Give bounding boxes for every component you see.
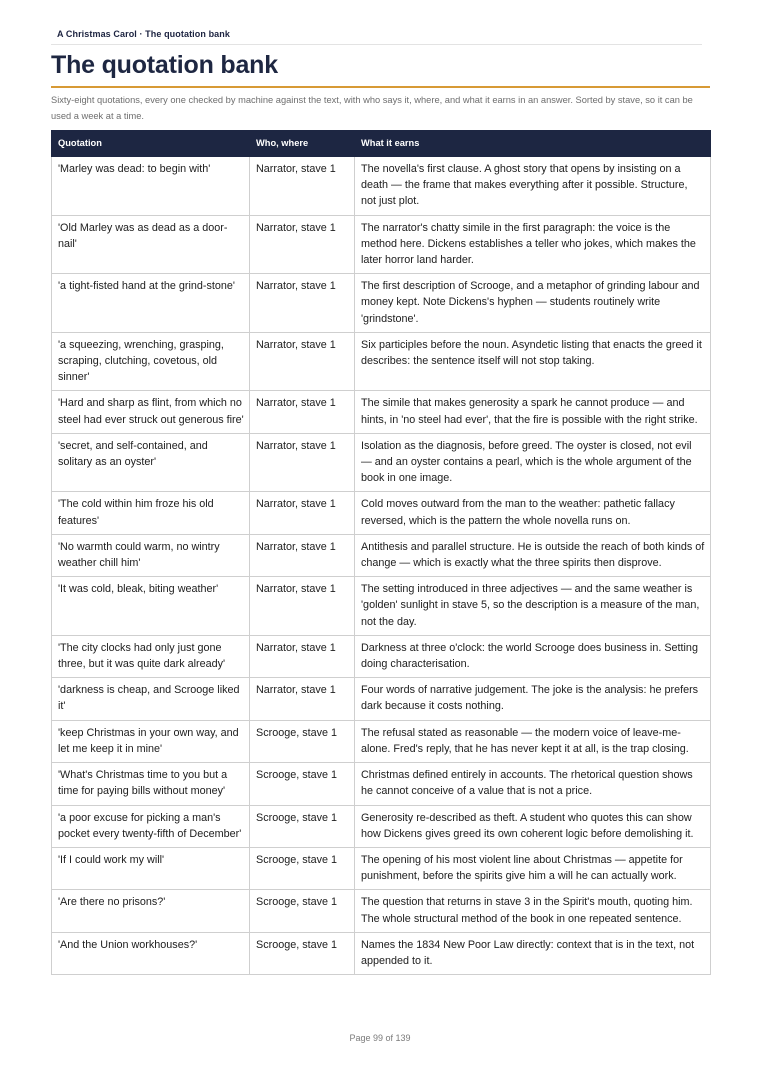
earns-cell: The narrator's chatty simile in the first paragraph: the voice is the method here. Dickens establishes a teller who jokes, which makes the later horror land harder. xyxy=(355,215,711,274)
table-row xyxy=(52,274,711,333)
title-underline xyxy=(51,86,710,88)
who-cell: Narrator, stave 1 xyxy=(250,635,355,677)
table-row xyxy=(52,332,711,391)
who-cell: Scrooge, stave 1 xyxy=(250,805,355,847)
page-number: Page 99 of 139 xyxy=(349,1033,411,1043)
table-row xyxy=(52,932,711,974)
earns-cell: Names the 1834 New Poor Law directly: context that is in the text, not appended to it. xyxy=(355,932,711,974)
who-cell: Scrooge, stave 1 xyxy=(250,890,355,932)
table-row xyxy=(52,678,711,720)
table-row xyxy=(52,720,711,762)
who-cell: Narrator, stave 1 xyxy=(250,492,355,534)
who-cell: Narrator, stave 1 xyxy=(250,433,355,492)
header-who-where: Who, where xyxy=(250,131,355,157)
quote-cell: 'The city clocks had only just gone three, but it was quite dark already' xyxy=(52,635,250,677)
who-cell: Scrooge, stave 1 xyxy=(250,763,355,805)
header-quotation: Quotation xyxy=(52,131,250,157)
running-head: A Christmas Carol · The quotation bank xyxy=(57,29,230,39)
who-cell: Narrator, stave 1 xyxy=(250,391,355,433)
quote-cell: 'keep Christmas in your own way, and let me keep it in mine' xyxy=(52,720,250,762)
who-cell: Scrooge, stave 1 xyxy=(250,720,355,762)
quote-cell: 'Are there no prisons?' xyxy=(52,890,250,932)
who-cell: Narrator, stave 1 xyxy=(250,274,355,333)
earns-cell: Generosity re-described as theft. A student who quotes this can show how Dickens gives greed its own coherent logic before demolishing it. xyxy=(355,805,711,847)
table-row xyxy=(52,157,711,216)
table-row xyxy=(52,577,711,636)
page-title: The quotation bank xyxy=(51,51,278,79)
quote-cell: 'Marley was dead: to begin with' xyxy=(52,157,250,216)
quote-cell: 'a poor excuse for picking a man's pocket every twenty-fifth of December' xyxy=(52,805,250,847)
earns-cell: Antithesis and parallel structure. He is outside the reach of both kinds of change — which is exactly what the three spirits then disprove. xyxy=(355,534,711,576)
earns-cell: The refusal stated as reasonable — the modern voice of leave-me-alone. Fred's reply, that he has never kept it at all, is the trap closing. xyxy=(355,720,711,762)
quote-cell: 'The cold within him froze his old features' xyxy=(52,492,250,534)
table-row xyxy=(52,215,711,274)
quote-cell: 'a squeezing, wrenching, grasping, scraping, clutching, covetous, old sinner' xyxy=(52,332,250,391)
quote-cell: 'And the Union workhouses?' xyxy=(52,932,250,974)
quote-cell: 'Old Marley was as dead as a door-nail' xyxy=(52,215,250,274)
table-header-row xyxy=(52,131,711,157)
earns-cell: Christmas defined entirely in accounts. The rhetorical question shows he cannot conceive of a value that is not a price. xyxy=(355,763,711,805)
table-row xyxy=(52,763,711,805)
earns-cell: The question that returns in stave 3 in the Spirit's mouth, quoting him. The whole structural method of the book in one repeated sentence. xyxy=(355,890,711,932)
earns-cell: Isolation as the diagnosis, before greed. The oyster is closed, not evil — and an oyster contains a pearl, which is the whole argument of the book in one image. xyxy=(355,433,711,492)
earns-cell: The setting introduced in three adjectives — and the same weather is 'golden' sunlight in stave 5, so the description is a measure of the man, not the day. xyxy=(355,577,711,636)
table-row xyxy=(52,391,711,433)
quotation-table xyxy=(51,130,711,975)
earns-cell: Darkness at three o'clock: the world Scrooge does business in. Setting doing characterisation. xyxy=(355,635,711,677)
quote-cell: 'If I could work my will' xyxy=(52,847,250,889)
quote-cell: 'darkness is cheap, and Scrooge liked it' xyxy=(52,678,250,720)
header-what-it-earns: What it earns xyxy=(355,131,711,157)
quote-cell: 'Hard and sharp as flint, from which no steel had ever struck out generous fire' xyxy=(52,391,250,433)
quote-cell: 'No warmth could warm, no wintry weather chill him' xyxy=(52,534,250,576)
who-cell: Scrooge, stave 1 xyxy=(250,932,355,974)
earns-cell: The simile that makes generosity a spark he cannot produce — and hints, in 'no steel had ever', that the fire is possible with the right strike. xyxy=(355,391,711,433)
table-row xyxy=(52,534,711,576)
who-cell: Narrator, stave 1 xyxy=(250,332,355,391)
earns-cell: Six participles before the noun. Asyndetic listing that enacts the greed it describes: the sentence itself will not stop taking. xyxy=(355,332,711,391)
table-row xyxy=(52,492,711,534)
table-row xyxy=(52,890,711,932)
header-divider xyxy=(51,44,702,45)
who-cell: Narrator, stave 1 xyxy=(250,678,355,720)
earns-cell: The novella's first clause. A ghost story that opens by insisting on a death — the frame that makes everything after it possible. Structure, not just plot. xyxy=(355,157,711,216)
who-cell: Narrator, stave 1 xyxy=(250,215,355,274)
quote-cell: 'a tight-fisted hand at the grind-stone' xyxy=(52,274,250,333)
earns-cell: Cold moves outward from the man to the weather: pathetic fallacy reversed, which is the pattern the whole novella runs on. xyxy=(355,492,711,534)
quote-cell: 'secret, and self-contained, and solitary as an oyster' xyxy=(52,433,250,492)
earns-cell: Four words of narrative judgement. The joke is the analysis: he prefers dark because it costs nothing. xyxy=(355,678,711,720)
who-cell: Narrator, stave 1 xyxy=(250,534,355,576)
who-cell: Scrooge, stave 1 xyxy=(250,847,355,889)
quote-cell: 'It was cold, bleak, biting weather' xyxy=(52,577,250,636)
quote-cell: 'What's Christmas time to you but a time for paying bills without money' xyxy=(52,763,250,805)
intro-paragraph: Sixty-eight quotations, every one checked by machine against the text, with who says it, where, and what it earns in an answer. Sorted by stave, so it can be used a week at a time. xyxy=(51,95,693,121)
earns-cell: The first description of Scrooge, and a metaphor of grinding labour and money kept. Note Dickens's hyphen — students routinely write 'grindstone'. xyxy=(355,274,711,333)
table-row xyxy=(52,847,711,889)
table-row xyxy=(52,635,711,677)
who-cell: Narrator, stave 1 xyxy=(250,577,355,636)
who-cell: Narrator, stave 1 xyxy=(250,157,355,216)
earns-cell: The opening of his most violent line about Christmas — appetite for punishment, before the spirits give him a will he can actually work. xyxy=(355,847,711,889)
table-row xyxy=(52,433,711,492)
table-row xyxy=(52,805,711,847)
